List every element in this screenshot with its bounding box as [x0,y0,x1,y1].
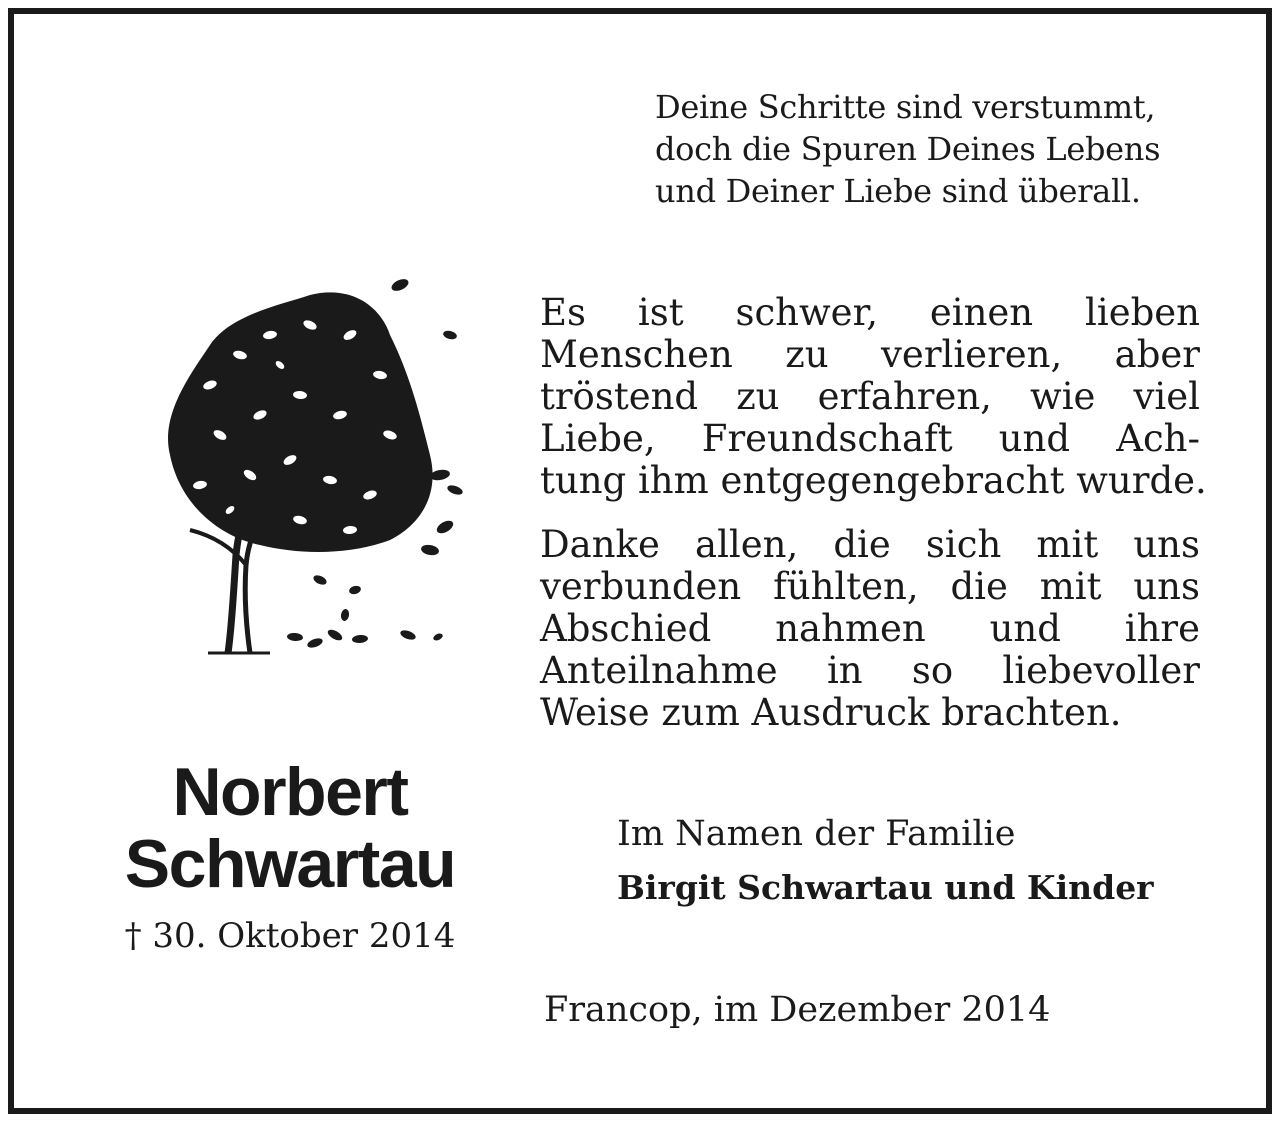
text-line: Liebe, Freundschaft und Ach- [540,417,1200,460]
motto-line: doch die Spuren Deines Lebens [655,130,1161,168]
family-signature: Birgit Schwartau und Kinder [617,868,1154,907]
motto-line: Deine Schritte sind verstummt, [655,88,1156,126]
place-and-date: Francop, im Dezember 2014 [544,990,1051,1030]
motto-line: und Deiner Liebe sind überall. [655,172,1141,210]
text-line: Danke allen, die sich mit uns [540,523,1200,566]
condolence-paragraph-2 [540,524,1200,734]
deceased-last-name: Schwartau [124,826,456,902]
deceased-first-name: Norbert [172,754,408,830]
text-line: Weise zum Ausdruck brachten. [540,691,1122,734]
text-line: tröstend zu erfahren, wie viel [540,375,1200,418]
family-intro: Im Namen der Familie [617,814,1016,854]
wind-blown-tree-icon [150,265,480,665]
text-line: tung ihm entgegengebracht wurde. [540,459,1207,502]
text-line: Es ist schwer, einen lieben [540,291,1200,334]
text-line: Abschied nahmen und ihre [540,607,1200,650]
text-line: Menschen zu verlieren, aber [540,333,1200,376]
text-line: Anteilnahme in so liebevoller [540,649,1200,692]
text-line: verbunden fühlten, die mit uns [540,565,1200,608]
death-date: † 30. Oktober 2014 [124,916,456,956]
condolence-paragraph-1 [540,291,1207,502]
motto-quote [655,86,1215,212]
